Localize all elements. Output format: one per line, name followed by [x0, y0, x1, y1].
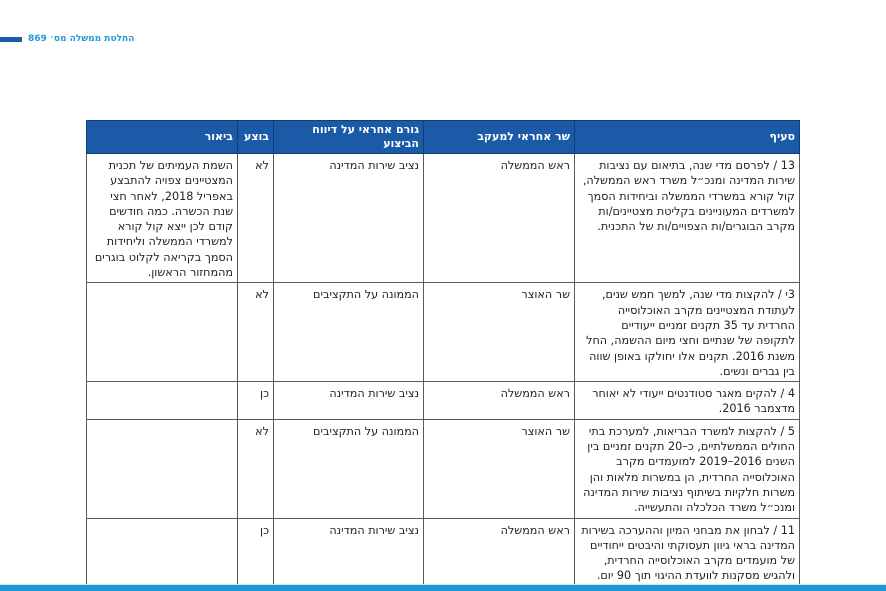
decision-status-table — [86, 120, 800, 591]
table-row — [87, 419, 800, 518]
table-row — [87, 154, 800, 283]
cell-executed: לא — [238, 419, 274, 518]
cell-minister: שר האוצר — [424, 283, 575, 382]
cell-executed: לא — [238, 154, 274, 283]
cell-reporter: נציב שירות המדינה — [274, 518, 424, 591]
header-accent-rule — [0, 37, 22, 42]
footer-bar — [0, 585, 886, 591]
cell-explanation — [87, 419, 238, 518]
cell-section: 4 / להקים מאגר סטודנטים ייעודי לא יאוחר מדצמבר 2016. — [575, 382, 800, 420]
cell-minister: ראש הממשלה — [424, 154, 575, 283]
cell-reporter: נציב שירות המדינה — [274, 154, 424, 283]
cell-minister: שר האוצר — [424, 419, 575, 518]
cell-explanation — [87, 382, 238, 420]
table-row — [87, 382, 800, 420]
cell-minister: ראש הממשלה — [424, 382, 575, 420]
cell-explanation — [87, 518, 238, 591]
cell-reporter: הממונה על התקציבים — [274, 283, 424, 382]
cell-minister: ראש הממשלה — [424, 518, 575, 591]
cell-explanation — [87, 283, 238, 382]
cell-section: 3י / להקצות מדי שנה, למשך חמש שנים, לעתודת המצטיינים מקרב האוכלוסייה החרדית עד 35 תקנים זמניים ייעודיים לתקופה של שנתיים וחצי מיום ההשמה, החל משנת 2016. תקנים אלו יחולקו באופן שווה בין גברים ונשים. — [575, 283, 800, 382]
header-title: החלטת ממשלה מס׳ 869 — [28, 34, 135, 44]
cell-reporter: נציב שירות המדינה — [274, 382, 424, 420]
cell-executed: כן — [238, 518, 274, 591]
table-row — [87, 283, 800, 382]
column-header-explanation: ביאור — [87, 121, 238, 154]
cell-executed: כן — [238, 382, 274, 420]
table-row — [87, 518, 800, 591]
cell-section: 13 / לפרסם מדי שנה, בתיאום עם נציבות שירות המדינה ומנכ״ל משרד ראש הממשלה, קול קורא במשרדי הממשלה וביחידות הסמך למשרדים המעוניינים בקליטת מצטיינים/ות מקרב הבוגרים/ות הצפויים/ות של התכנית. — [575, 154, 800, 283]
column-header-reporter: גורם אחראי על דיווח הביצוע — [274, 121, 424, 154]
column-header-section: סעיף — [575, 121, 800, 154]
column-header-minister: שר אחראי למעקב — [424, 121, 575, 154]
cell-section: 5 / להקצות למשרד הבריאות, למערכת בתי החולים הממשלתיים, כ–20 תקנים זמניים בין השנים 2016–2019 למועמדים מקרב האוכלוסייה החרדית, הן במשרות מלאות והן משרות חלקיות בשיתוף נציבות שירות המדינה ומנכ״ל משרד הכלכלה והתעשייה. — [575, 419, 800, 518]
table-header-row — [87, 121, 800, 154]
cell-section: 11 / לבחון את מבחני המיון וההערכה בשירות המדינה בראי גיוון תעסוקתי והיבטים ייחודיים של מועמדים מקרב האוכלוסייה החרדית, ולהגיש מסקנות לוועדת ההיגוי תוך 90 יום. — [575, 518, 800, 591]
cell-executed: לא — [238, 283, 274, 382]
cell-reporter: הממונה על התקציבים — [274, 419, 424, 518]
cell-explanation: השמת העמיתים של תכנית המצטיינים צפויה להתבצע באפריל 2018, לאחר חצי שנת הכשרה. כמה חודשים קודם לכן ייצא קול קורא למשרדי הממשלה וליחידות הסמך בקריאה לקלוט בוגרים מהמחזור הראשון. — [87, 154, 238, 283]
running-header — [0, 34, 200, 44]
column-header-executed: בוצע — [238, 121, 274, 154]
